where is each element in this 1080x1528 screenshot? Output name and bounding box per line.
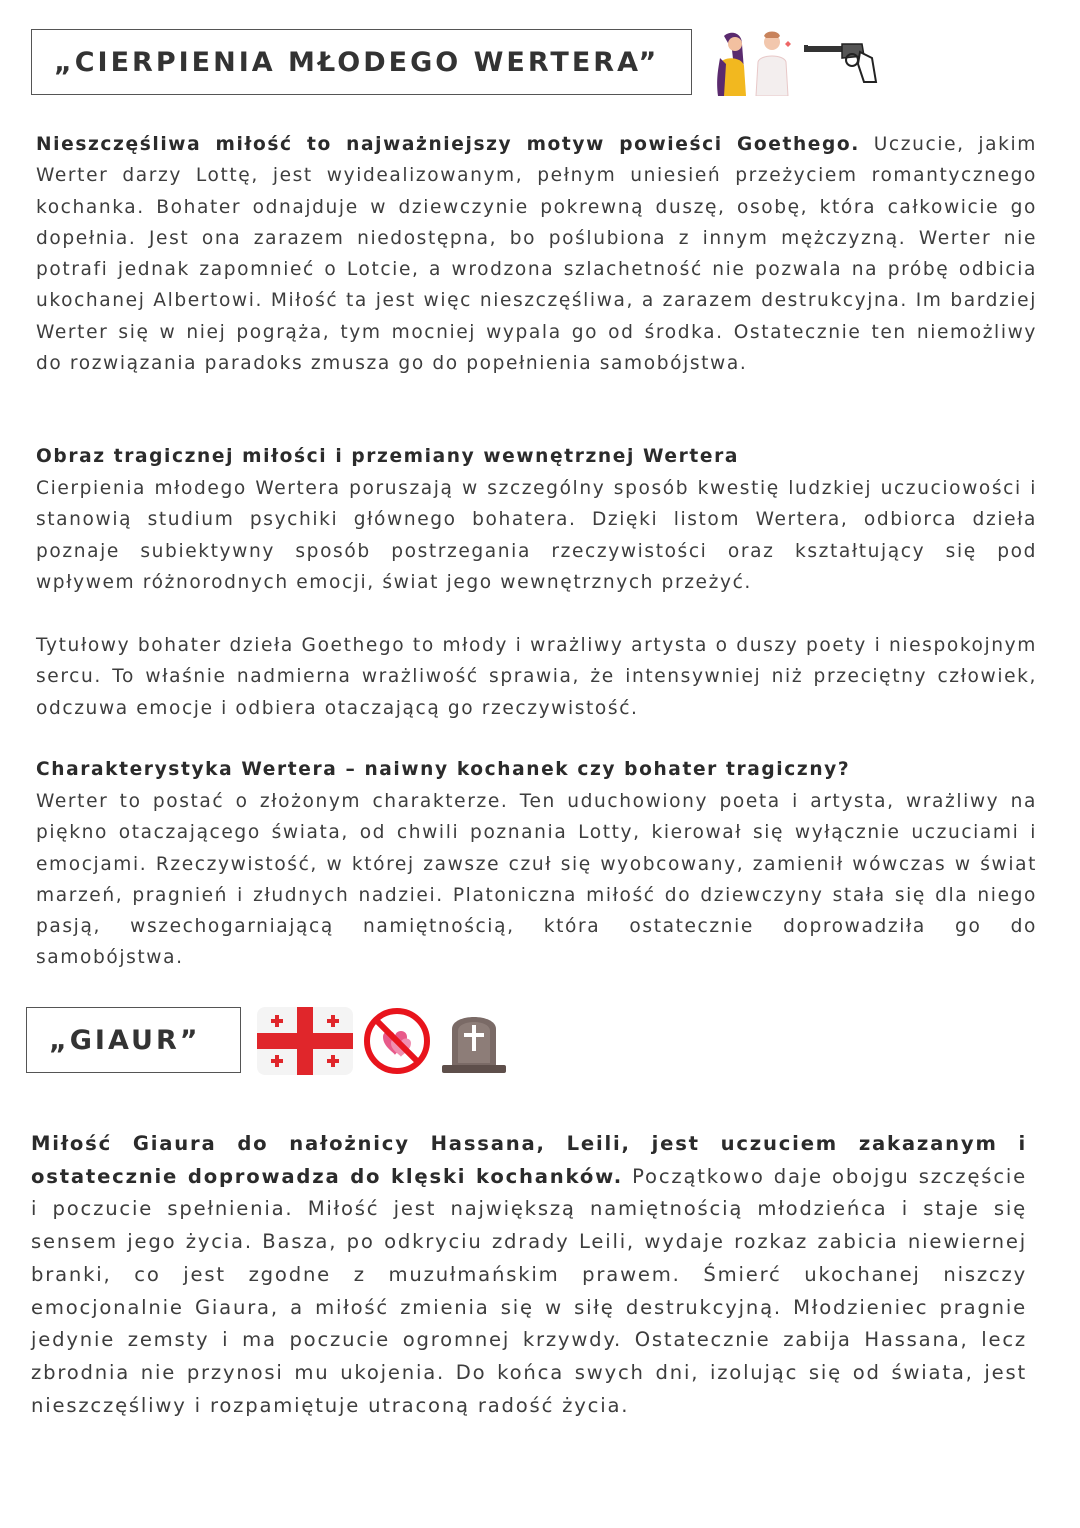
forbidden-love-icon	[361, 1007, 433, 1075]
werter-paragraph-character: Werter to postać o złożonym charakterze. Ten uduchowiony poeta i artysta, wrażliwy na piękno otaczającego świata, od chwili poznania Lotty, kierował się wyłącznie uczuciami i emocjami. Rzeczywistość, w której zawsze czuł się wyobcowany, zamienił wówczas w świat marzeń, pragnień i złudnych nadziei. Platoniczna miłość do dziewczyny stała się dla niego pasją, wszechogarniającą namiętnością, która ostatecznie doprowadziła go do samobójstwa.	[36, 791, 1037, 969]
werter-paragraph-love	[36, 129, 1037, 379]
werter-paragraph-love-text: Uczucie, jakim Werter darzy Lottę, jest wyidealizowanym, pełnym uniesień przeżyciem romantycznego kochanka. Bohater odnajduje w dziewczynie pokrewną duszę, osobę, która całkowicie go dopełnia. Jest ona zarazem niedostępna, bo poślubiona z innym mężczyzną. Werter nie potrafi jednak zapomnieć o Lotcie, a wrodzona szlachetność nie pozwala na próbę odbicia ukochanej Albertowi. Miłość ta jest więc nieszczęśliwa, a zarazem destrukcyjna. Im bardziej Werter się w niej pogrąża, tym mocniej wypala go od środka. Ostatecznie ten niemożliwy do rozwiązania paradoks zmusza go do popełnienia samobójstwa.	[36, 134, 1037, 375]
section-title-giaur	[26, 1007, 241, 1073]
section-title-giaur-text: „GIAUR”	[49, 1024, 201, 1056]
revolver-icon	[802, 42, 878, 84]
giaur-paragraph-love	[31, 1128, 1027, 1422]
section-title-werter-text: „CIERPIENIA MŁODEGO WERTERA”	[54, 46, 660, 78]
werter-paragraph-love-lead: Nieszczęśliwa miłość to najważniejszy motyw powieści Goethego.	[36, 134, 860, 155]
werter-paragraph-artist: Tytułowy bohater dzieła Goethego to młody i wrażliwy artysta o duszy poety i niespokojnym sercu. To właśnie nadmierna wrażliwość sprawia, że intensywniej niż przeciętny człowiek, odczuwa emocje i odbiera otaczającą go rzeczywistość.	[36, 635, 1037, 719]
werter-paragraph-psychology: Cierpienia młodego Wertera poruszają w szczególny sposób kwestię ludzkiej uczuciowości i stanowią studium psychiki głównego bohatera. Dzięki listom Wertera, odbiorca dzieła poznaje subiektywny sposób postrzegania rzeczywistości oraz kształtujący się pod wpływem różnorodnych emocji, świat jego wewnętrznych przeżyć.	[36, 478, 1037, 593]
georgia-flag-icon	[257, 1007, 353, 1075]
section-title-werter	[31, 29, 692, 95]
giaur-paragraph-love-lead: Miłość Giaura do nałożnicy Hassana, Leili, jest uczuciem zakazanym i ostatecznie doprowadza do klęski kochanków.	[31, 1132, 1027, 1188]
giaur-paragraph-love-text: Początkowo daje obojgu szczęście i poczucie spełnienia. Miłość jest największą namiętnością młodzieńca i staje się sensem jego życia. Basza, po odkryciu zdrady Leili, wydaje rozkaz zabicia niewiernej branki, co jest zgodne z muzułmańskim prawem. Śmierć ukochanej niszczy emocjonalnie Giaura, a miłość zmienia się w siłę destrukcyjną. Młodzieniec pragnie jedynie zemsty i ma poczucie ogromnej krzywdy. Ostatecznie zabija Hassana, lecz zbrodnia nie przynosi mu ukojenia. Do końca swych dni, izolując się od świata, jest nieszczęśliwy i rozpamiętuje utraconą radość życia.	[31, 1164, 1027, 1417]
werter-heading-character: Charakterystyka Wertera – naiwny kochanek czy bohater tragiczny?	[36, 759, 851, 780]
werter-heading-tragic-love: Obraz tragicznej miłości i przemiany wewnętrznej Wertera	[36, 446, 740, 467]
tombstone-icon	[440, 1007, 508, 1075]
man-icon	[752, 28, 792, 96]
woman-icon	[712, 30, 750, 96]
